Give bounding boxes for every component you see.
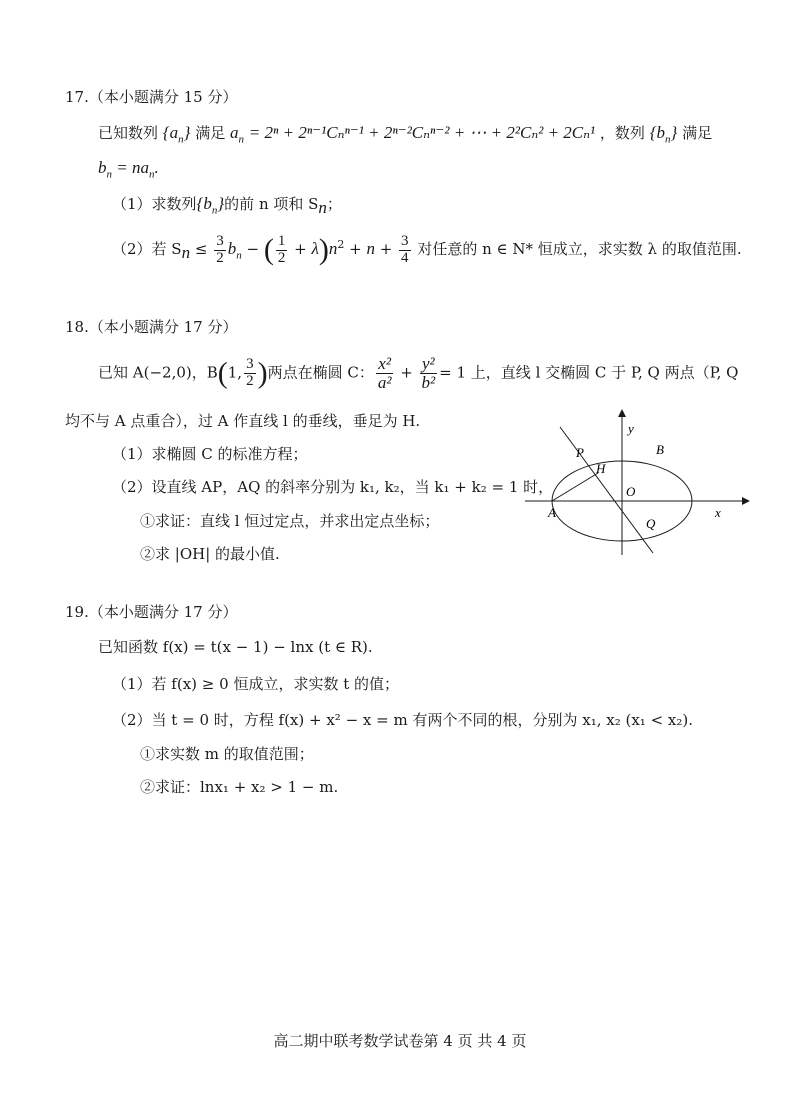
fraction-y2-b2: $\frac{\text{y²}}{\text{b²}}$ — [421, 354, 436, 392]
label-y: y — [628, 421, 634, 436]
seq-a-symbol: $\{a_n\}$ — [162, 123, 191, 146]
problem-18-sub-1: ①求证：直线 l 恒过定点，并求出定点坐标； — [140, 512, 440, 530]
label-o: O — [626, 484, 636, 499]
seq-b-prefix: ，数列 — [599, 124, 645, 142]
ellipse-figure — [520, 405, 760, 560]
problem-18-part-2: （2）设直线 AP，AQ 的斜率分别为 k₁, k₂，当 k₁ + k₂ = 1 时， — [112, 478, 554, 496]
problem-17-header: 17.（本小题满分 15 分） — [65, 88, 238, 106]
problem-19-part-1: （1）若 f(x) ≥ 0 恒成立，求实数 t 的值； — [112, 675, 400, 693]
fraction-1-2: $\frac{1}{2}$ — [277, 232, 286, 266]
label-b: B — [656, 442, 664, 457]
problem-18-part-1: （1）求椭圆 C 的标准方程； — [112, 445, 308, 463]
problem-19-sub-2: ②求证：lnx₁ + x₂ > 1 − m. — [140, 778, 339, 796]
label-p: P — [576, 445, 584, 460]
fraction-3-4: $\frac{3}{4}$ — [401, 232, 409, 266]
an-symbol: $a_n$ — [230, 123, 244, 146]
problem-18-given-line: 已知 A(−2,0)，B(1, $\frac{3}{2}$ )两点在椭圆 C： $\frac{\text{x²}}{\text{a²}}$ + $\frac{\text{y²}}{\text{b²}}$ = 1 上，直线 l 交椭圆 C 于 P, Q 两点（P, Q — [98, 354, 739, 392]
problem-17-given-line — [98, 123, 712, 147]
x-axis-arrow — [742, 497, 750, 505]
seq-b-suffix: 满足 — [682, 124, 713, 142]
problem-18-given-line-2: 均不与 A 点重合），过 A 作直线 l 的垂线，垂足为 H. — [65, 412, 421, 430]
problem-19-sub-1: ①求实数 m 的取值范围； — [140, 745, 314, 763]
fraction-x2-a2: $\frac{\text{x²}}{\text{a²}}$ — [377, 354, 392, 392]
given-mid: 满足 — [195, 124, 226, 142]
fraction-3-2-b: $\frac{3}{2}$ — [246, 356, 254, 389]
bn-definition: $b_n = na_n$. — [98, 158, 159, 181]
problem-19-header: 19.（本小题满分 17 分） — [65, 603, 238, 621]
problem-19-given: 已知函数 f(x) = t(x − 1) − lnx (t ∈ R). — [98, 638, 373, 656]
problem-17-part-2: （2）若 $S_n$ ≤ $\frac{3}{2}$ $b_n$ − ( $\frac{1}{2}$ + $\lambda)n^2 + n$ + $\frac{3}{4}$ 对任意的 n ∈ N* 恒成立，求实数 λ 的取值范围. — [112, 232, 742, 266]
label-q: Q — [646, 516, 656, 531]
problem-18-sub-2: ②求 |OH| 的最小值. — [140, 545, 280, 563]
line-l — [560, 427, 653, 553]
y-axis-arrow — [618, 409, 626, 417]
problem-17-part-1: （1）求数列$\{b_n\}$的前 n 项和 $S_n$； — [112, 194, 342, 217]
fraction-3-2: $\frac{3}{2}$ — [216, 232, 224, 266]
page-footer: 高二期中联考数学试卷第 4 页 共 4 页 — [273, 1032, 527, 1050]
label-x: x — [715, 505, 721, 520]
segment-ah — [552, 473, 598, 501]
an-formula-rhs: = 2ⁿ + 2ⁿ⁻¹Cₙⁿ⁻¹ + 2ⁿ⁻²Cₙⁿ⁻² + ⋯ + 2²Cₙ² + 2Cₙ¹ — [248, 123, 596, 142]
given-prefix: 已知数列 — [98, 124, 159, 142]
problem-18-header: 18.（本小题满分 17 分） — [65, 318, 238, 336]
label-a: A — [548, 505, 556, 520]
label-h: H — [596, 461, 606, 476]
seq-b-symbol: $\{b_n\}$ — [649, 123, 678, 146]
problem-19-part-2: （2）当 t = 0 时，方程 f(x) + x² − x = m 有两个不同的根，分别为 x₁, x₂ (x₁ < x₂). — [112, 711, 694, 729]
